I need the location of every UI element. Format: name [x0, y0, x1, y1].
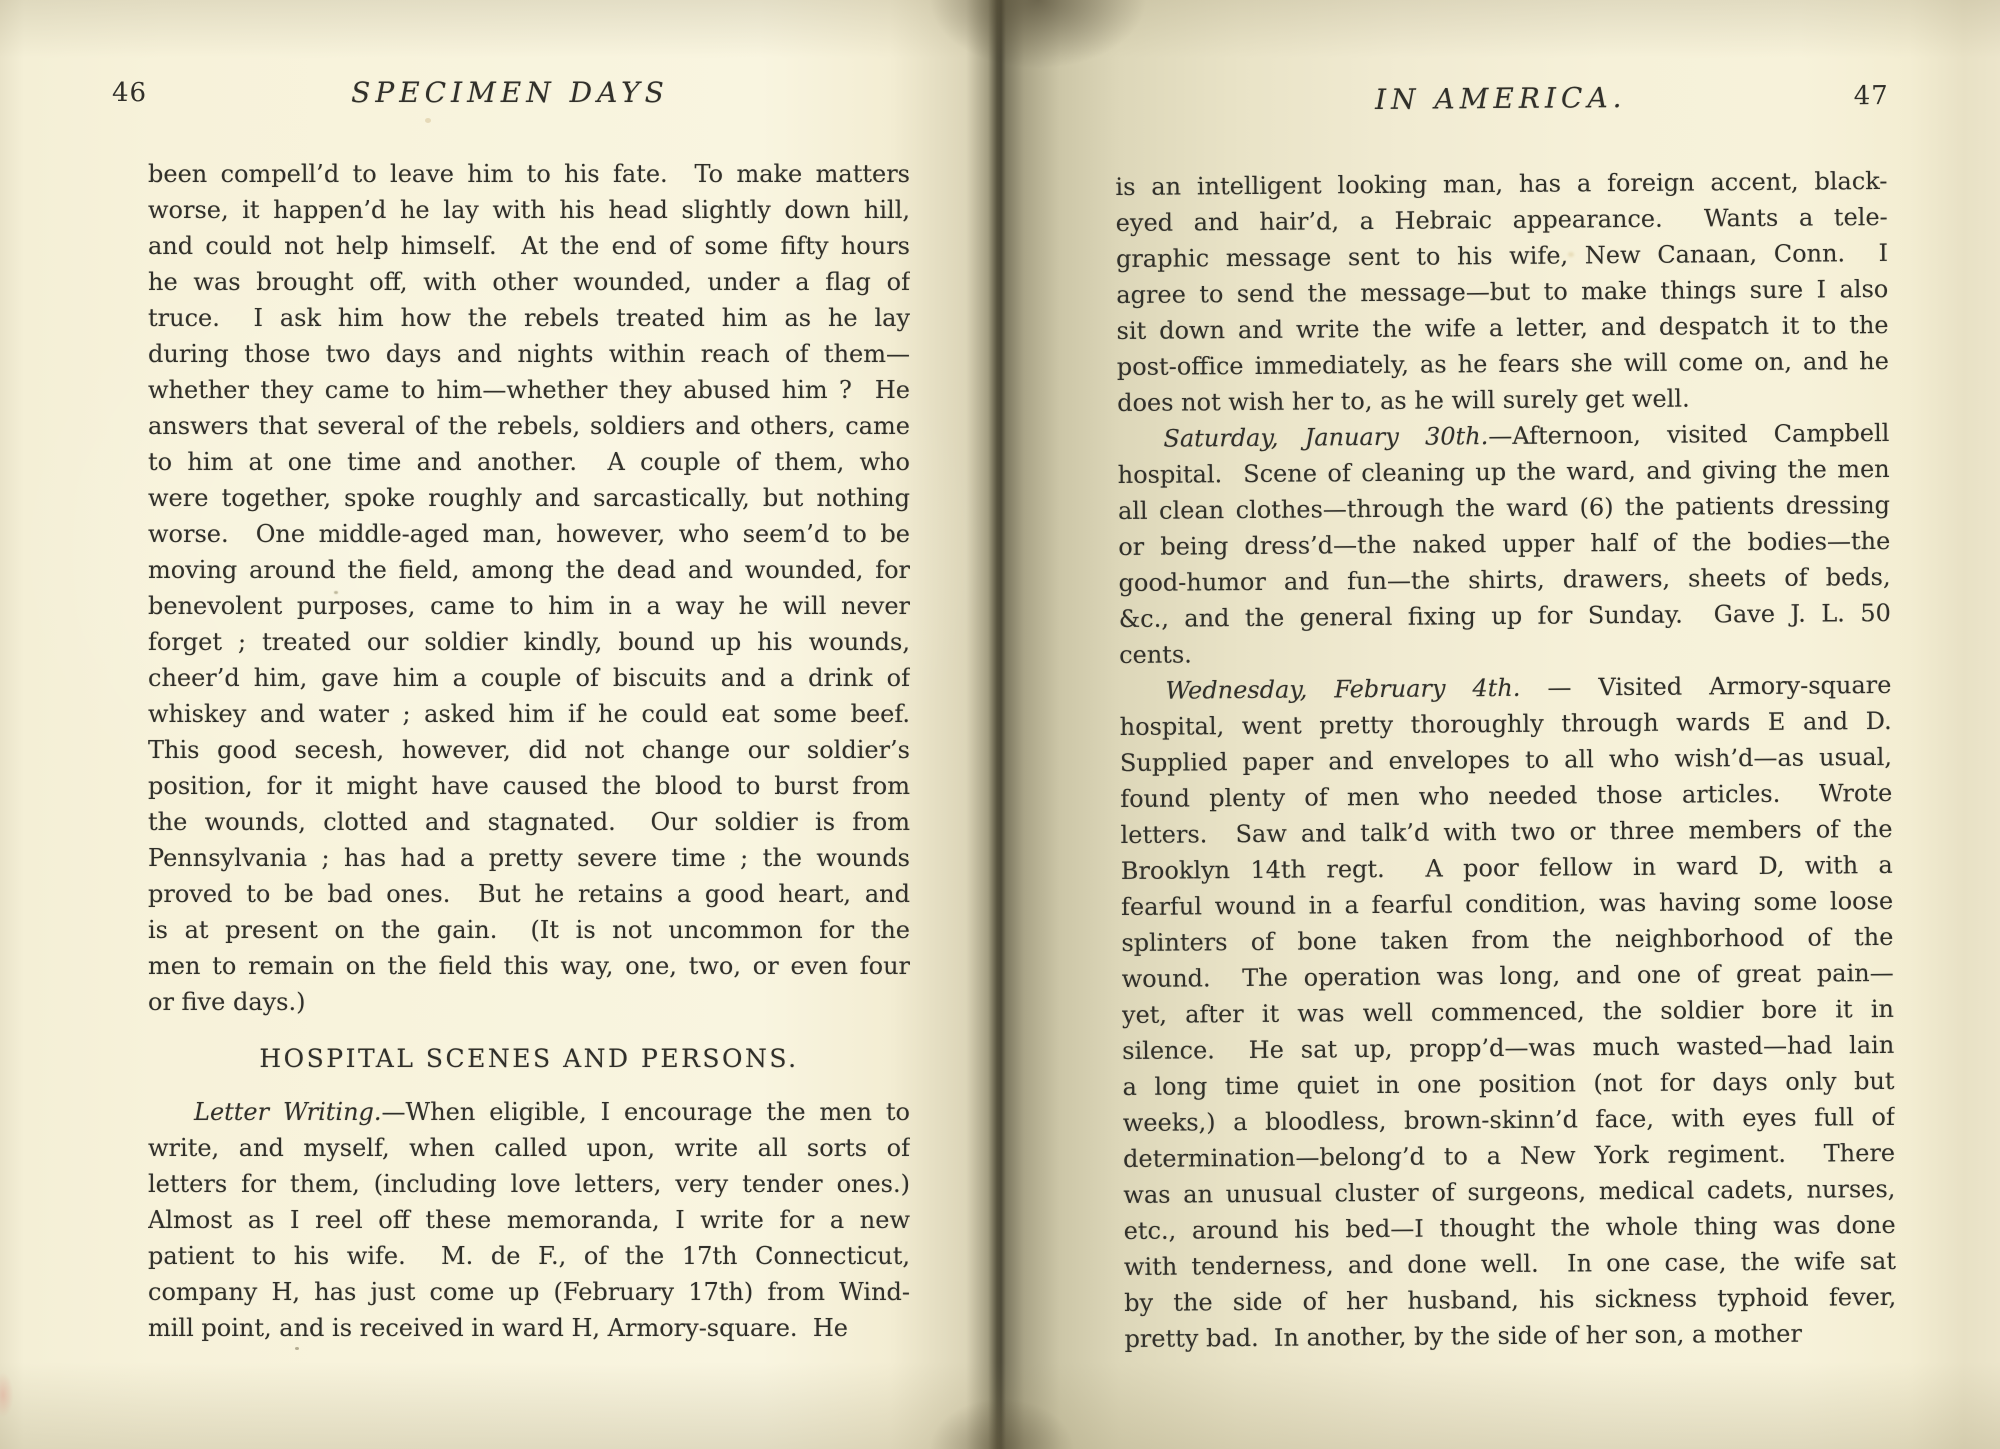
text-line: letters for them, (including love letters, very tender ones.) [148, 1170, 910, 1198]
text-line: and could not help himself. At the end of some fifty hours [148, 232, 910, 260]
text-line: or five days.) [148, 988, 306, 1016]
page-number-right: 47 [1853, 80, 1889, 112]
text-line: is an intelligent looking man, has a foreign accent, black- [1115, 166, 1888, 202]
text-line: all clean clothes—through the ward (6) the patients dressing [1117, 490, 1891, 526]
text-line: pretty bad. In another, by the side of her son, a mother [1124, 1319, 1803, 1353]
text-line: patient to his wife. M. de F., of the 17th Connecticut, [148, 1242, 910, 1270]
text-line: determination—belong’d to a New York regiment. There [1122, 1138, 1896, 1173]
running-title-left: SPECIMEN DAYS [351, 76, 669, 109]
text-line: hospital, went pretty thoroughly through wards E and D. [1119, 706, 1892, 742]
text-line: worse, it happen’d he lay with his head slightly down hill, [148, 196, 910, 224]
right-page-header [1113, 79, 1889, 118]
text-line: or being dress’d—the naked upper half of the bodies—the [1118, 526, 1891, 562]
text-line: to him at one time and another. A couple of them, who [148, 448, 910, 476]
text-line: he was brought off, with other wounded, under a flag of [148, 268, 910, 296]
text-line: were together, spoke roughly and sarcastically, but nothing [148, 484, 910, 512]
text-line: forget ; treated our soldier kindly, bound up his wounds, [148, 628, 910, 656]
text-line: mill point, and is received in ward H, Armory-square. He [148, 1314, 848, 1342]
right-page-content [1000, 0, 2000, 1353]
text-line: good-humor and fun—the shirts, drawers, sheets of beds, [1118, 562, 1891, 598]
text-line: This good secesh, however, did not change our soldier’s [148, 736, 910, 764]
text-line: Wednesday, February 4th. — Visited Armory-square [1165, 670, 1892, 705]
text-line: Saturday, January 30th.—Afternoon, visited Campbell [1163, 418, 1890, 453]
text-line: agree to send the message—but to make things sure I also [1116, 274, 1889, 310]
text-line: eyed and hair’d, a Hebraic appearance. Wants a tele- [1115, 202, 1888, 238]
text-line: hospital. Scene of cleaning up the ward, and giving the men [1117, 454, 1890, 490]
section-heading: HOSPITAL SCENES AND PERSONS. [259, 1044, 799, 1073]
text-line: men to remain on the field this way, one, two, or even four [148, 952, 910, 980]
right-page-text [1115, 163, 1896, 1357]
paragraph [1117, 415, 1891, 673]
text-line: cents. [1119, 640, 1192, 670]
text-line: Brooklyn 14th regt. A poor fellow in ward D, with a [1120, 850, 1893, 886]
paragraph [148, 1094, 910, 1346]
text-line: wound. The operation was long, and one of great pain— [1121, 958, 1894, 994]
text-line: truce. I ask him how the rebels treated him as he lay [148, 304, 910, 332]
right-page [1000, 0, 2000, 1449]
text-line: worse. One middle-aged man, however, who seem’d to be [148, 520, 910, 548]
text-line: write, and myself, when called upon, write all sorts of [148, 1134, 910, 1162]
text-line: fearful wound in a fearful condition, was having some loose [1121, 886, 1894, 922]
running-title-right: IN AMERICA. [1374, 81, 1627, 116]
text-line: etc., around his bed—I thought the whole thing was done [1123, 1210, 1896, 1245]
text-line: does not wish her to, as he will surely get well. [1117, 384, 1690, 418]
text-line: Almost as I reel off these memoranda, I write for a new [148, 1206, 910, 1234]
paragraph [1115, 163, 1889, 421]
text-line: splinters of bone taken from the neighborhood of the [1121, 922, 1894, 958]
text-line: yet, after it was well commenced, the soldier bore it in [1121, 994, 1895, 1029]
text-line: weeks,) a bloodless, brown-skinn’d face, with eyes full of [1122, 1102, 1895, 1137]
paragraph [1119, 667, 1896, 1357]
text-line: was an unusual cluster of surgeons, medical cadets, nurses, [1123, 1174, 1896, 1209]
text-line: a long time quiet in one position (not for days only but [1122, 1066, 1895, 1101]
text-line: cheer’d him, gave him a couple of biscuits and a drink of [148, 664, 910, 692]
left-page-text [148, 156, 910, 1346]
text-line: letters. Saw and talk’d with two or three members of the [1120, 814, 1893, 850]
text-line: whiskey and water ; asked him if he could eat some beef. [148, 700, 910, 728]
text-line: the wounds, clotted and stagnated. Our soldier is from [148, 808, 910, 836]
text-line: Letter Writing.—When eligible, I encourage the men to [194, 1098, 910, 1126]
text-line: Pennsylvania ; has had a pretty severe time ; the wounds [148, 844, 910, 872]
text-line: benevolent purposes, came to him in a way he will never [148, 592, 910, 620]
left-page-header [112, 76, 908, 109]
text-line: found plenty of men who needed those articles. Wrote [1120, 778, 1893, 814]
text-line: been compell’d to leave him to his fate. To make matters [148, 160, 910, 188]
text-line: &c., and the general fixing up for Sunday. Gave J. L. 50 [1118, 598, 1891, 634]
text-line: is at present on the gain. (It is not uncommon for the [148, 916, 910, 944]
text-line: proved to be bad ones. But he retains a good heart, and [148, 880, 910, 908]
text-line: post-office immediately, as he fears she will come on, and he [1116, 346, 1889, 382]
text-line: position, for it might have caused the blood to burst from [148, 772, 910, 800]
text-line: Supplied paper and envelopes to all who wish’d—as usual, [1119, 742, 1893, 778]
text-line: company H, has just come up (February 17th) from Wind- [148, 1278, 910, 1306]
text-line: during those two days and nights within reach of them— [148, 340, 910, 368]
paragraph [148, 156, 910, 1020]
text-line: moving around the field, among the dead and wounded, for [148, 556, 910, 584]
text-line: answers that several of the rebels, soldiers and others, came [148, 412, 910, 440]
text-line: graphic message sent to his wife, New Canaan, Conn. I [1115, 238, 1889, 274]
page-number-left: 46 [112, 78, 148, 108]
text-line: sit down and write the wife a letter, and despatch it to the [1116, 310, 1889, 346]
text-line: by the side of her husband, his sickness typhoid fever, [1124, 1282, 1897, 1317]
text-line: with tenderness, and done well. In one case, the wife sat [1123, 1246, 1897, 1281]
text-line: silence. He sat up, propp’d—was much wasted—had lain [1122, 1030, 1895, 1065]
text-line: whether they came to him—whether they abused him ? He [148, 376, 910, 404]
